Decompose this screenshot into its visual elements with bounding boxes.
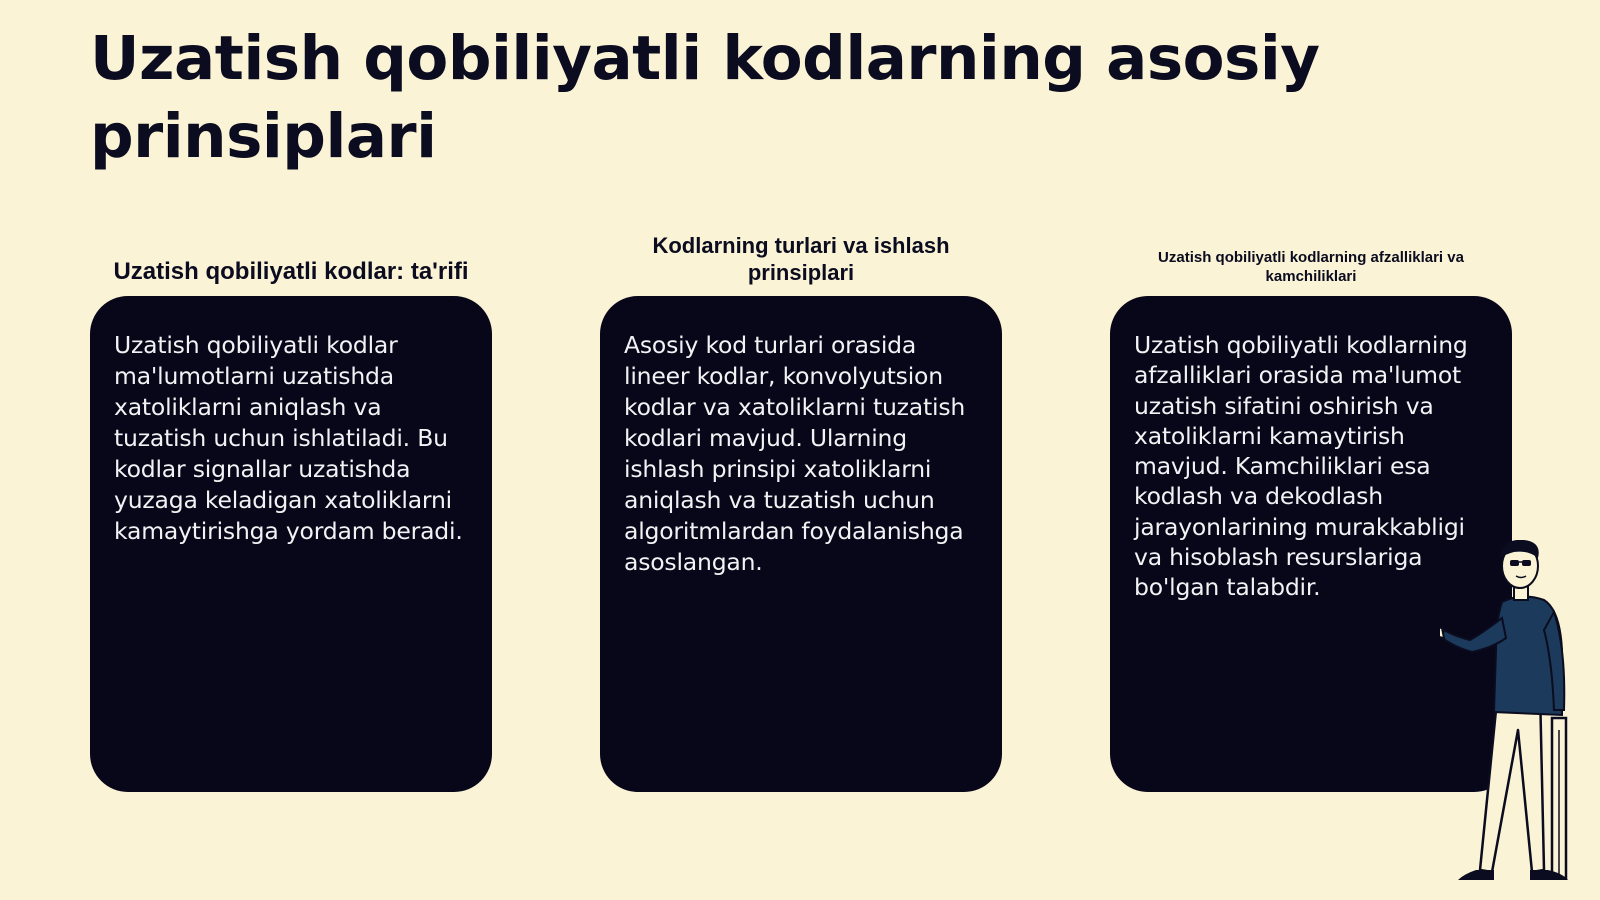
card-body: Uzatish qobiliyatli kodlar ma'lumotlarni uzatishda xatoliklarni aniqlash va tuzatish uchun ishlatiladi. Bu kodlar signallar uzatishda yuzaga keladigan xatoliklarni kamaytirishga yordam beradi. <box>114 331 463 545</box>
column-types <box>600 228 1002 792</box>
column-heading: Uzatish qobiliyatli kodlar: ta'rifi <box>113 258 469 285</box>
card-body: Uzatish qobiliyatli kodlarning afzalliklari orasida ma'lumot uzatish sifatini oshirish va xatoliklarni kamaytirish mavjud. Kamchiliklari esa kodlash va dekodlash jarayonlarining murakkabligi va hisoblash resurslariga bo'lgan talabdir. <box>1134 331 1468 602</box>
slide-title: Uzatish qobiliyatli kodlarning asosiy prinsiplari <box>90 23 1320 172</box>
column-heading: Kodlarning turlari va ishlash prinsiplari <box>652 233 950 285</box>
column-heading: Uzatish qobiliyatli kodlarning afzalliklari va kamchiliklari <box>1158 249 1464 285</box>
text-card <box>90 296 492 792</box>
presenter-man-illustration <box>1440 540 1600 900</box>
text-card <box>600 296 1002 792</box>
column-definition <box>90 228 492 792</box>
card-body: Asosiy kod turlari orasida lineer kodlar, konvolyutsion kodlar va xatoliklarni tuzatish kodlari mavjud. Ularning ishlash prinsipi xatoliklarni aniqlash va tuzatish uchun algoritmlardan foydalanishga asoslangan. <box>624 331 966 576</box>
